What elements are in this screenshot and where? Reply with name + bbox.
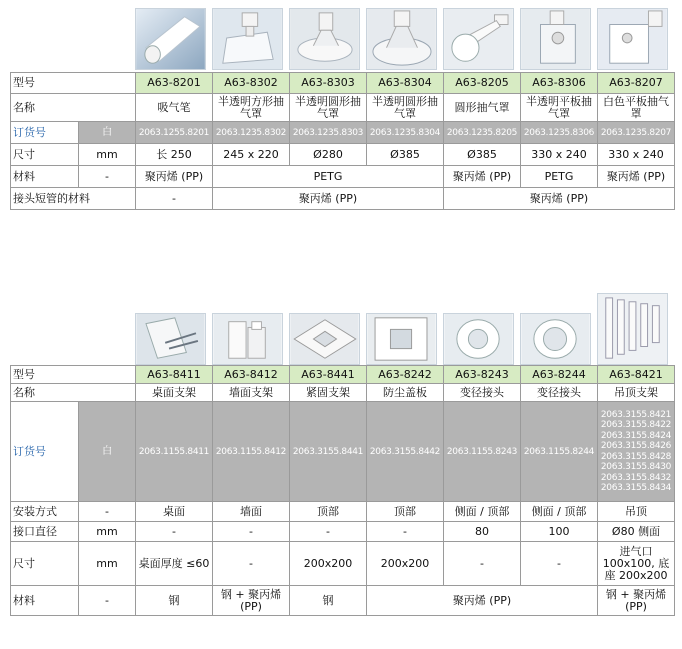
name-cell: 墙面支架 [213, 384, 290, 402]
model-cell: A63-8303 [290, 73, 367, 94]
suction-pen-photo [135, 8, 206, 70]
order-number[interactable]: 2063.1235.8304 [367, 122, 444, 144]
order-number[interactable]: 2063.3155.8424 [600, 430, 672, 441]
product-image-row [10, 293, 674, 363]
name-cell: 白色平板抽气罩 [598, 94, 675, 122]
unit-cell: - [79, 586, 136, 616]
model-cell: A63-8412 [213, 366, 290, 384]
material-row [11, 586, 675, 616]
material-cell: 聚丙烯 (PP) [444, 166, 521, 188]
order-number[interactable]: 2063.1155.8244 [521, 402, 598, 502]
mount-cell: 墙面 [213, 502, 290, 522]
name-cell: 吸气笔 [136, 94, 213, 122]
material-cell: 聚丙烯 (PP) [367, 586, 598, 616]
name-cell: 变径接头 [444, 384, 521, 402]
diameter-cell: - [136, 522, 213, 542]
order-number[interactable]: 2063.3155.8422 [600, 420, 672, 430]
name-row [11, 94, 675, 122]
connector-cell: 聚丙烯 (PP) [444, 188, 675, 210]
order-row [11, 402, 675, 502]
product-block-accessories [10, 293, 674, 616]
order-number[interactable]: 2063.1235.8306 [521, 122, 598, 144]
size-cell: 245 x 220 [213, 144, 290, 166]
material-cell: 聚丙烯 (PP) [598, 166, 675, 188]
size-cell: Ø385 [367, 144, 444, 166]
diameter-row [11, 522, 675, 542]
order-number[interactable]: 2063.1235.8303 [290, 122, 367, 144]
order-number[interactable]: 2063.1155.8412 [213, 402, 290, 502]
material-cell: PETG [213, 166, 444, 188]
size-cell: 200x200 [367, 542, 444, 586]
model-cell: A63-8244 [521, 366, 598, 384]
connector-cell: - [136, 188, 213, 210]
round-hood-photo [289, 8, 360, 70]
size-cell: 长 250 [136, 144, 213, 166]
wall-bracket-photo [212, 313, 283, 365]
order-number[interactable]: 2063.3155.8434 [600, 483, 672, 493]
size-row [11, 144, 675, 166]
row-label: 安装方式 [11, 502, 79, 522]
order-number[interactable]: 2063.1235.8302 [213, 122, 290, 144]
name-cell: 半透明平板抽气罩 [521, 94, 598, 122]
name-cell: 半透明圆形抽气罩 [290, 94, 367, 122]
mount-cell: 顶部 [367, 502, 444, 522]
model-cell: A63-8304 [367, 73, 444, 94]
size-cell: 桌面厚度 ≤60 [136, 542, 213, 586]
material-cell: 钢 + 聚丙烯 (PP) [598, 586, 675, 616]
order-number[interactable]: 2063.1155.8411 [136, 402, 213, 502]
model-cell: A63-8243 [444, 366, 521, 384]
size-cell: - [213, 542, 290, 586]
order-number[interactable]: 2063.3155.8442 [367, 402, 444, 502]
model-cell: A63-8242 [367, 366, 444, 384]
spec-table-hoods [10, 72, 675, 210]
model-cell: A63-8306 [521, 73, 598, 94]
reducer-photo [443, 313, 514, 365]
order-number[interactable]: 2063.3155.8430 [600, 462, 672, 472]
name-cell: 桌面支架 [136, 384, 213, 402]
size-cell: Ø280 [290, 144, 367, 166]
material-cell: 钢 + 聚丙烯 (PP) [213, 586, 290, 616]
order-number-list [598, 402, 675, 502]
order-number[interactable]: 2063.1235.8205 [444, 122, 521, 144]
diameter-cell: - [290, 522, 367, 542]
flat-hood-photo [520, 8, 591, 70]
clamp-bracket-photo [289, 313, 360, 365]
mount-cell: 桌面 [136, 502, 213, 522]
connector-cell: 聚丙烯 (PP) [213, 188, 444, 210]
model-cell: A63-8411 [136, 366, 213, 384]
row-label: 接头短管的材料 [11, 188, 136, 210]
row-label: 材料 [11, 586, 79, 616]
row-label: 名称 [11, 384, 136, 402]
row-label: 订货号 [11, 122, 79, 144]
model-cell: A63-8302 [213, 73, 290, 94]
order-number[interactable]: 2063.3155.8432 [600, 472, 672, 483]
ceiling-bracket-photo [597, 293, 668, 365]
name-cell: 圆形抽气罩 [444, 94, 521, 122]
name-cell: 变径接头 [521, 384, 598, 402]
name-cell: 半透明圆形抽气罩 [367, 94, 444, 122]
model-cell: A63-8441 [290, 366, 367, 384]
mount-cell: 吊顶 [598, 502, 675, 522]
size-cell: Ø385 [444, 144, 521, 166]
mount-cell: 侧面 / 顶部 [521, 502, 598, 522]
row-label: 订货号 [11, 402, 79, 502]
mount-row [11, 502, 675, 522]
order-number[interactable]: 2063.3155.8421 [600, 409, 672, 420]
product-block-hoods [10, 8, 674, 210]
round-hood-white-photo [443, 8, 514, 70]
model-row [11, 366, 675, 384]
unit-cell: - [79, 502, 136, 522]
diameter-cell: 80 [444, 522, 521, 542]
color-cell: 白 [79, 402, 136, 502]
unit-cell: mm [79, 522, 136, 542]
connector-row [11, 188, 675, 210]
row-label: 尺寸 [11, 542, 79, 586]
name-row [11, 384, 675, 402]
size-cell: 200x200 [290, 542, 367, 586]
color-cell: 白 [79, 122, 136, 144]
model-cell: A63-8421 [598, 366, 675, 384]
material-cell: 钢 [290, 586, 367, 616]
size-cell: - [444, 542, 521, 586]
name-cell: 半透明方形抽气罩 [213, 94, 290, 122]
row-label: 尺寸 [11, 144, 79, 166]
product-image-row [10, 8, 674, 70]
model-cell: A63-8205 [444, 73, 521, 94]
square-hood-photo [212, 8, 283, 70]
desk-bracket-photo [135, 313, 206, 365]
row-label: 材料 [11, 166, 79, 188]
diameter-cell: Ø80 侧面 [598, 522, 675, 542]
size-cell: 进气口 100x100, 底座 200x200 [598, 542, 675, 586]
dust-cover-photo [366, 313, 437, 365]
row-label: 型号 [11, 73, 136, 94]
order-number[interactable]: 2063.1155.8243 [444, 402, 521, 502]
white-flat-hood-photo [597, 8, 668, 70]
name-cell: 防尘盖板 [367, 384, 444, 402]
size-cell: 330 x 240 [521, 144, 598, 166]
order-number[interactable]: 2063.1255.8201 [136, 122, 213, 144]
spec-table-accessories [10, 365, 675, 616]
unit-cell: - [79, 166, 136, 188]
mount-cell: 侧面 / 顶部 [444, 502, 521, 522]
diameter-cell: 100 [521, 522, 598, 542]
order-number[interactable]: 2063.3155.8426 [600, 441, 672, 451]
size-row [11, 542, 675, 586]
unit-cell: mm [79, 542, 136, 586]
model-row [11, 73, 675, 94]
order-number[interactable]: 2063.3155.8428 [600, 451, 672, 462]
row-label: 名称 [11, 94, 136, 122]
model-cell: A63-8201 [136, 73, 213, 94]
size-cell: - [521, 542, 598, 586]
row-label: 型号 [11, 366, 136, 384]
row-label: 接口直径 [11, 522, 79, 542]
reducer-photo-2 [520, 313, 591, 365]
order-row [11, 122, 675, 144]
order-number[interactable]: 2063.3155.8441 [290, 402, 367, 502]
diameter-cell: - [367, 522, 444, 542]
material-row [11, 166, 675, 188]
mount-cell: 顶部 [290, 502, 367, 522]
material-cell: PETG [521, 166, 598, 188]
name-cell: 紧固支架 [290, 384, 367, 402]
order-number[interactable]: 2063.1235.8207 [598, 122, 675, 144]
model-cell: A63-8207 [598, 73, 675, 94]
material-cell: 钢 [136, 586, 213, 616]
size-cell: 330 x 240 [598, 144, 675, 166]
name-cell: 吊顶支架 [598, 384, 675, 402]
diameter-cell: - [213, 522, 290, 542]
material-cell: 聚丙烯 (PP) [136, 166, 213, 188]
unit-cell: mm [79, 144, 136, 166]
round-hood-large-photo [366, 8, 437, 70]
